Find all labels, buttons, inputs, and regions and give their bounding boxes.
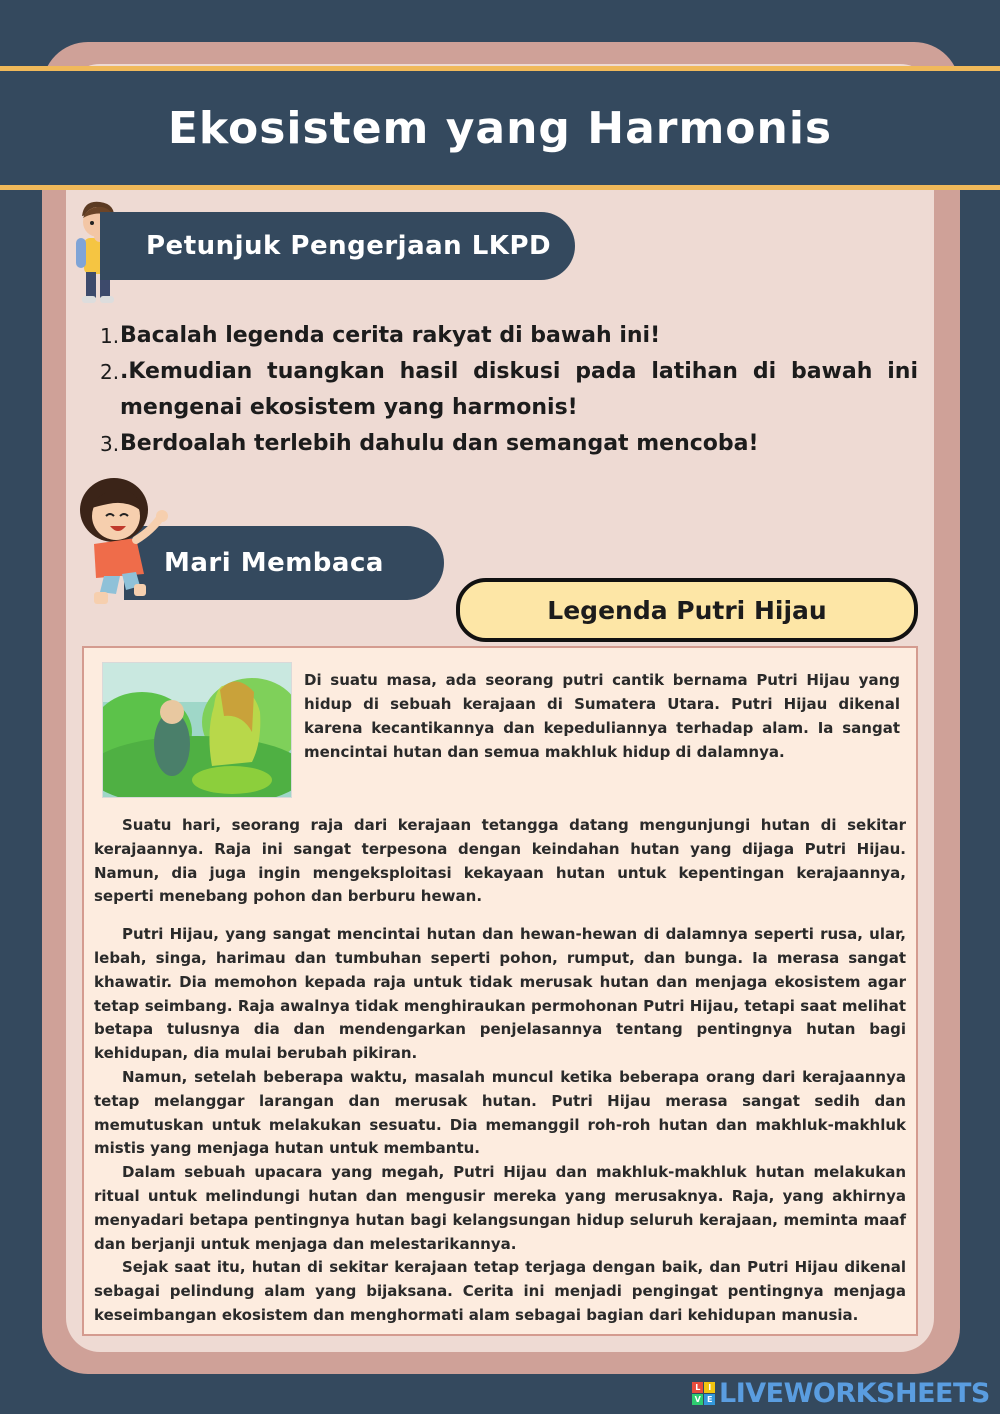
instruction-item	[100, 426, 918, 462]
story-box	[82, 646, 918, 1336]
instructions-list	[100, 318, 918, 462]
story-paragraph: Putri Hijau, yang sangat mencintai hutan dan hewan-hewan di dalamnya seperti rusa, ular, lebah, singa, harimau dan tumbuhan seperti pohon, rumput, dan bunga. Ia merasa sangat khawatir. Dia memohon kepada raja untuk tidak merusak hutan dan menjaga ekosistem agar tetap seimbang. Raja awalnya tidak menghiraukan permohonan Putri Hijau, tetapi saat melihat betapa tulusnya dia dan mendengarkan penjelasannya tentang pentingnya hutan bagi kehidupan, dia mulai berubah pikiran.	[94, 925, 906, 1063]
instruction-text: Bacalah legenda cerita rakyat di bawah ini!	[120, 323, 661, 348]
girl-character-icon	[74, 474, 174, 614]
story-paragraph: Di suatu masa, ada seorang putri cantik bernama Putri Hijau yang hidup di sebuah kerajaan di Sumatera Utara. Putri Hijau dikenal karena kecantikannya dan kepeduliannya terhadap alam. Ia sangat mencintai hutan dan semua makhluk hidup di dalamnya.	[304, 671, 900, 761]
liveworksheets-logo-icon	[692, 1382, 715, 1405]
instruction-number: 1.	[100, 324, 120, 348]
instructions-header-label: Petunjuk Pengerjaan LKPD	[146, 231, 552, 261]
story-paragraph: Sejak saat itu, hutan di sekitar kerajaan tetap terjaga dengan baik, dan Putri Hijau dikenal sebagai pelindung alam yang bijaksana. Cerita ini menjadi pengingat pentingnya menjaga keseimbangan ekosistem dan menghormati alam sebagai bagian dari kehidupan manusia.	[94, 1258, 906, 1324]
instruction-item	[100, 354, 918, 426]
instructions-header	[100, 212, 575, 280]
instruction-text: Berdoalah terlebih dahulu dan semangat mencoba!	[120, 431, 759, 456]
story-paragraph: Suatu hari, seorang raja dari kerajaan tetangga datang mengunjungi hutan di sekitar kerajaannya. Raja ini sangat terpesona dengan keindahan hutan yang dijaga Putri Hijau. Namun, dia juga ingin mengeksploitasi kekayaan hutan untuk kepentingan kerajaannya, seperti menebang pohon dan berburu hewan.	[94, 816, 906, 906]
story-title: Legenda Putri Hijau	[547, 595, 827, 625]
putri-hijau-illustration-icon	[102, 662, 292, 798]
story-body	[94, 814, 906, 1328]
title-banner	[0, 66, 1000, 190]
story-paragraph: Dalam sebuah upacara yang megah, Putri Hijau dan makhluk-makhluk hutan melakukan ritual untuk melindungi hutan dan mengusir mereka yang merusaknya. Raja, yang akhirnya menyadari betapa pentingnya hutan bagi kelangsungan hidup seluruh kerajaan, meminta maaf dan berjanji untuk menjaga dan melestarikannya.	[94, 1163, 906, 1253]
logo-letter: E	[704, 1394, 715, 1405]
story-paragraph: Namun, setelah beberapa waktu, masalah muncul ketika beberapa orang dari kerajaannya tetap melanggar larangan dan merusak hutan. Putri Hijau merasa sangat sedih dan memutuskan untuk melakukan sesuatu. Dia memanggil roh-roh hutan dan makhluk-makhluk mistis yang menjaga hutan untuk membantu.	[94, 1067, 906, 1158]
instruction-item	[100, 318, 918, 354]
story-title-box	[456, 578, 918, 642]
logo-letter: I	[704, 1382, 715, 1393]
watermark-text: LIVEWORKSHEETS	[719, 1377, 990, 1409]
logo-letter: L	[692, 1382, 703, 1393]
liveworksheets-watermark	[692, 1378, 990, 1408]
page-title: Ekosistem yang Harmonis	[167, 102, 833, 154]
instruction-text: .Kemudian tuangkan hasil diskusi pada latihan di bawah ini mengenai ekosistem yang harmonis!	[120, 359, 918, 420]
instruction-number: 3.	[100, 432, 120, 456]
reading-header-label: Mari Membaca	[164, 548, 384, 578]
instruction-number: 2.	[100, 360, 120, 384]
logo-letter: V	[692, 1394, 703, 1405]
